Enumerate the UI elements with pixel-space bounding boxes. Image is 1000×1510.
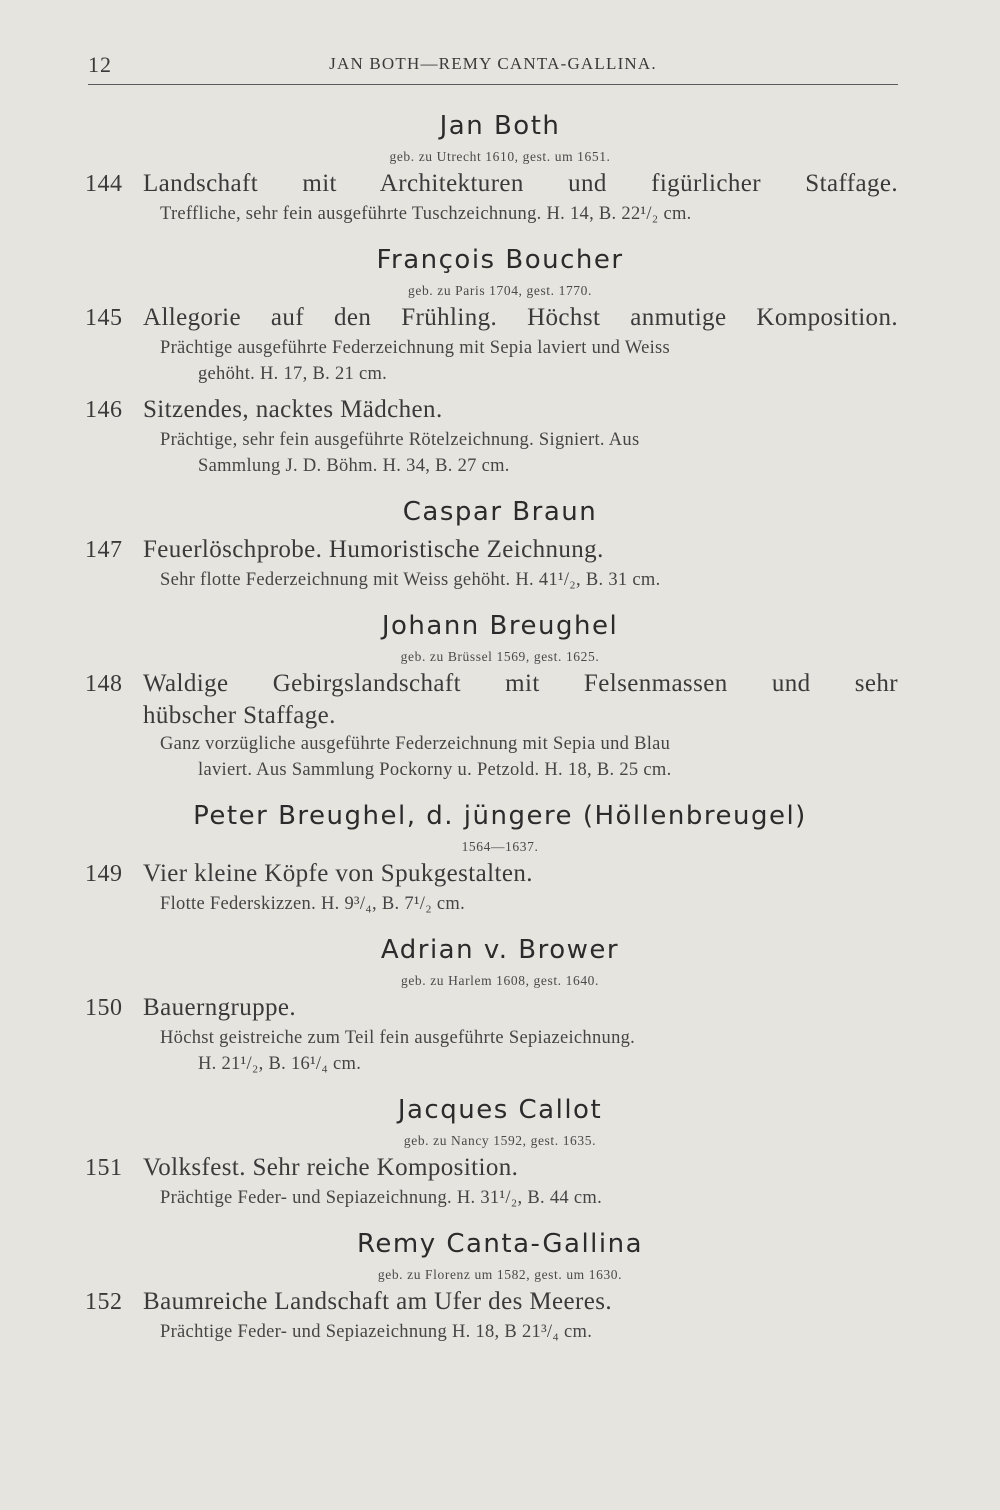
lot-description-line: Höchst geistreiche zum Teil fein ausgeführte Sepiazeichnung. [160,1028,636,1048]
artist-dates: geb. zu Brüssel 1569, gest. 1625. [400,649,600,664]
artist-section [0,491,1000,599]
lot-description [0,427,1000,479]
artist-section [0,105,1000,233]
lot-number: 151 [85,1155,123,1181]
lot-description [0,567,1000,593]
running-head [88,48,898,85]
lot-title-continued: hübscher Staffage. [143,702,336,729]
lot-title: Volksfest. Sehr reiche Komposition. [143,1154,519,1181]
lot-heading [0,301,1000,335]
lot-description-line: laviert. Aus Sammlung Pockorny u. Petzold. H. 18, B. 25 cm. [198,760,672,780]
lot-heading [0,1151,1000,1185]
lot-number: 145 [85,305,123,331]
lot-description [0,1319,1000,1345]
lot-description [0,1025,1000,1077]
lot-description-line: Treffliche, sehr fein ausgeführte Tuschzeichnung. H. 14, B. 22¹/₂ cm. [160,204,692,224]
lot-number: 149 [85,861,123,887]
lot-description [0,1185,1000,1211]
lot-heading [0,1285,1000,1319]
lot-entry [0,167,1000,233]
lot-description-line: gehöht. H. 17, B. 21 cm. [198,364,388,384]
lot-entry [0,857,1000,923]
artist-dates: geb. zu Florenz um 1582, gest. um 1630. [377,1267,623,1282]
lot-number: 148 [85,671,123,697]
artist-name: Adrian v. Brower [380,935,620,965]
artist-section [0,1223,1000,1351]
lot-entry [0,533,1000,599]
lot-description-line: H. 21¹/₂, B. 16¹/₄ cm. [198,1054,362,1074]
lot-number: 150 [85,995,123,1021]
lot-entry [0,1285,1000,1351]
artist-section [0,239,1000,485]
lot-title: Baumreiche Landschaft am Ufer des Meeres. [143,1288,612,1315]
lot-description-line: Prächtige Feder- und Sepiazeichnung H. 18, B 21³/₄ cm. [160,1322,593,1342]
artist-name: Jan Both [439,111,561,141]
lot-number: 147 [85,537,123,563]
lot-number: 146 [85,397,123,423]
artist-section [0,1089,1000,1217]
lot-description-line: Prächtige ausgeführte Federzeichnung mit Sepia laviert und Weiss [160,338,671,358]
artist-dates: 1564—1637. [461,839,539,854]
artist-name: Caspar Braun [402,497,598,527]
lot-description [0,891,1000,917]
lot-entry [0,1151,1000,1217]
lot-description [0,335,1000,387]
lot-description-line: Flotte Federskizzen. H. 9³/₄, B. 7¹/₂ cm. [160,894,466,914]
lot-entry [0,667,1000,789]
artist-dates: geb. zu Paris 1704, gest. 1770. [408,283,592,298]
lot-entry [0,301,1000,393]
artist-dates: geb. zu Utrecht 1610, gest. um 1651. [389,149,611,164]
lot-title: Sitzendes, nacktes Mädchen. [143,396,443,423]
lot-heading [0,991,1000,1025]
artist-section [0,605,1000,789]
artist-name: François Boucher [376,245,624,275]
running-head-title: JAN BOTH—REMY CANTA-GALLINA. [329,54,657,73]
lot-title: Feuerlöschprobe. Humoristische Zeichnung. [143,536,604,563]
page-number: 12 [88,52,112,77]
lot-title: Vier kleine Köpfe von Spukgestalten. [143,860,533,887]
catalog-entries [0,105,1000,1357]
lot-title: Landschaft mit Architekturen und figürlicher Staffage. [143,170,898,197]
artist-dates: geb. zu Harlem 1608, gest. 1640. [400,973,600,988]
artist-section [0,795,1000,923]
artist-name: Remy Canta-Gallina [356,1229,644,1259]
lot-heading [0,533,1000,567]
lot-title: Allegorie auf den Frühling. Höchst anmutige Komposition. [143,304,898,331]
lot-description-line: Sammlung J. D. Böhm. H. 34, B. 27 cm. [198,456,510,476]
lot-heading [0,857,1000,891]
lot-title: Waldige Gebirgslandschaft mit Felsenmassen und sehr [143,670,898,697]
lot-description [0,731,1000,783]
lot-entry [0,991,1000,1083]
lot-description-line: Sehr flotte Federzeichnung mit Weiss gehöht. H. 41¹/₂, B. 31 cm. [160,570,661,590]
artist-dates: geb. zu Nancy 1592, gest. 1635. [403,1133,597,1148]
lot-title: Bauerngruppe. [143,994,297,1021]
lot-description-line: Ganz vorzügliche ausgeführte Federzeichnung mit Sepia und Blau [160,734,671,754]
lot-description [0,201,1000,227]
lot-heading [0,393,1000,427]
lot-description-line: Prächtige Feder- und Sepiazeichnung. H. 31¹/₂, B. 44 cm. [160,1188,603,1208]
lot-number: 152 [85,1289,123,1315]
artist-name: Johann Breughel [381,611,619,641]
lot-heading [0,667,1000,701]
lot-number: 144 [85,171,123,197]
lot-description-line: Prächtige, sehr fein ausgeführte Rötelzeichnung. Signiert. Aus [160,430,640,450]
lot-entry [0,393,1000,485]
artist-section [0,929,1000,1083]
artist-name: Peter Breughel, d. jüngere (Höllenbreugel) [193,801,807,831]
lot-heading [0,167,1000,201]
artist-name: Jacques Callot [397,1095,603,1125]
